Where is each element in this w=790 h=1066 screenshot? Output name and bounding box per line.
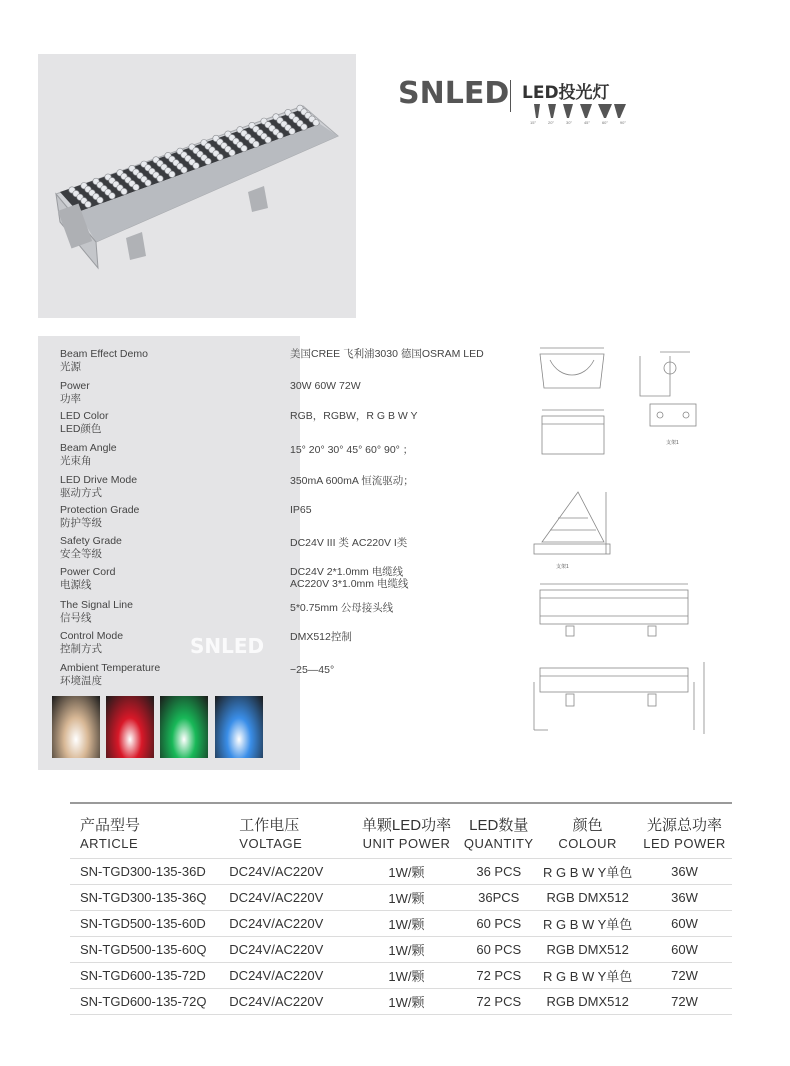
spec-label-cn: LED颜色 xyxy=(60,423,102,435)
header-en: ARTICLE xyxy=(80,835,139,851)
cell-article: SN-TGD600-135-72Q xyxy=(70,989,229,1015)
cell-article: SN-TGD300-135-36Q xyxy=(70,885,229,911)
beam-scale-label: 90° xyxy=(619,120,626,125)
header-cn: 产品型号 xyxy=(80,816,141,834)
cell-voltage: DC24V/AC220V xyxy=(229,963,353,989)
spec-label xyxy=(60,442,117,468)
led-dot xyxy=(145,180,151,186)
triangle-label: 支架1 xyxy=(556,564,569,570)
spec-label-en: Power xyxy=(60,380,90,392)
technical-drawings xyxy=(520,340,720,750)
spec-value: DMX512控制 xyxy=(290,631,352,643)
cell-colour: R G B W Y单色 xyxy=(538,963,637,989)
spec-value: DC24V 2*1.0mm 电缆线 xyxy=(290,566,404,578)
header-en: QUANTITY xyxy=(463,835,534,851)
cell-article: SN-TGD500-135-60Q xyxy=(70,937,229,963)
spec-label-en: Beam Angle xyxy=(60,442,117,454)
cell-led-power: 72W xyxy=(637,989,732,1015)
led-dot xyxy=(169,171,175,177)
cell-quantity: 36PCS xyxy=(459,885,538,911)
spec-label-cn: 环境温度 xyxy=(60,675,102,687)
table-row xyxy=(70,937,732,963)
beam-scale-label: 30° xyxy=(565,120,573,125)
spec-value: −25—45° xyxy=(290,664,335,676)
header-colour xyxy=(538,810,637,859)
cell-article: SN-TGD600-135-72D xyxy=(70,963,229,989)
header-unit-power xyxy=(354,810,460,859)
cell-voltage: DC24V/AC220V xyxy=(229,859,353,885)
header-quantity xyxy=(459,810,538,859)
spec-label-en: Beam Effect Demo xyxy=(60,348,148,360)
cell-unit-power: 1W/颗 xyxy=(354,963,460,989)
spec-label-cn: 信号线 xyxy=(60,612,92,624)
cell-quantity: 60 PCS xyxy=(459,937,538,963)
beam-scale-label: 20° xyxy=(547,120,555,125)
brand-logo: SNLED xyxy=(398,76,510,111)
cell-quantity: 72 PCS xyxy=(459,963,538,989)
spec-label xyxy=(60,599,133,625)
led-dot xyxy=(301,124,307,130)
cell-voltage: DC24V/AC220V xyxy=(229,911,353,937)
header-cn: 光源总功率 xyxy=(647,816,723,834)
cell-unit-power: 1W/颗 xyxy=(354,937,460,963)
table-row xyxy=(70,963,732,989)
spec-value: 15° 20° 30° 45° 60° 90° ； xyxy=(290,444,414,456)
cell-led-power: 60W xyxy=(637,937,732,963)
cell-colour: R G B W Y单色 xyxy=(538,911,637,937)
cell-colour: RGB DMX512 xyxy=(538,937,637,963)
cell-unit-power: 1W/颗 xyxy=(354,989,460,1015)
table-row xyxy=(70,859,732,885)
spec-value: RGB，RGBW，R G B W Y xyxy=(290,410,418,422)
header-en: LED POWER xyxy=(643,835,726,851)
cell-voltage: DC24V/AC220V xyxy=(229,989,353,1015)
led-dot xyxy=(265,137,271,143)
spec-label xyxy=(60,474,137,500)
header-cn: 工作电压 xyxy=(239,816,300,834)
swatch-warm-white xyxy=(52,696,100,758)
spec-label-cn: 防护等级 xyxy=(60,517,102,529)
cell-colour: RGB DMX512 xyxy=(538,885,637,911)
spec-label xyxy=(60,535,122,561)
cell-unit-power: 1W/颗 xyxy=(354,911,460,937)
spec-value: 美国CREE 飞利浦3030 德国OSRAM LED xyxy=(290,348,484,360)
spec-value: AC220V 3*1.0mm 电缆线 xyxy=(290,578,409,590)
spec-label-en: Protection Grade xyxy=(60,504,140,516)
table-row xyxy=(70,911,732,937)
led-dot xyxy=(133,184,139,190)
beam-scale-label: 45° xyxy=(583,120,591,125)
cell-colour: R G B W Y单色 xyxy=(538,859,637,885)
led-dot xyxy=(313,120,319,126)
spec-value: IP65 xyxy=(290,504,312,516)
led-dot xyxy=(241,145,247,151)
led-dot xyxy=(181,167,187,173)
spec-value: DC24V III 类 AC220V I类 xyxy=(290,537,408,549)
spec-value: 350mA 600mA 恒流驱动； xyxy=(290,475,414,487)
product-photo xyxy=(38,54,356,318)
header-led-power xyxy=(637,810,732,859)
led-dot xyxy=(289,128,295,134)
header-en: UNIT POWER xyxy=(362,835,451,851)
cell-article: SN-TGD300-135-36D xyxy=(70,859,229,885)
cell-quantity: 72 PCS xyxy=(459,989,538,1015)
cell-voltage: DC24V/AC220V xyxy=(229,937,353,963)
brand-header xyxy=(398,70,638,130)
dimension-drawings xyxy=(520,340,720,750)
cell-led-power: 36W xyxy=(637,885,732,911)
spec-label-en: The Signal Line xyxy=(60,599,133,611)
spec-label xyxy=(60,662,160,688)
swatch-green xyxy=(160,696,208,758)
led-dot xyxy=(109,193,115,199)
spec-label xyxy=(60,630,123,656)
led-dot xyxy=(97,197,103,203)
table-row xyxy=(70,885,732,911)
table-top-rule xyxy=(70,802,732,804)
spec-label-cn: 光束角 xyxy=(60,455,92,467)
led-dot xyxy=(277,132,283,138)
led-dot xyxy=(253,141,259,147)
spec-label-cn: 驱动方式 xyxy=(60,487,102,499)
spec-value: 5*0.75mm 公母接头线 xyxy=(290,602,394,614)
header-cn: 颜色 xyxy=(572,816,603,834)
brand-watermark: SNLED xyxy=(190,634,265,658)
header-article xyxy=(70,810,229,859)
spec-label xyxy=(60,348,148,374)
cell-led-power: 72W xyxy=(637,963,732,989)
color-swatches xyxy=(52,696,292,758)
led-dot xyxy=(205,158,211,164)
spec-value: 30W 60W 72W xyxy=(290,380,361,392)
brand-divider xyxy=(510,80,511,112)
beam-scale xyxy=(530,120,626,125)
cell-colour: RGB DMX512 xyxy=(538,989,637,1015)
spec-label-cn: 电源线 xyxy=(60,579,92,591)
product-category: LED投光灯 xyxy=(522,83,610,103)
led-dot xyxy=(121,188,127,194)
header-en: VOLTAGE xyxy=(239,835,303,851)
spec-label xyxy=(60,504,139,530)
spec-label xyxy=(60,380,90,406)
cell-quantity: 36 PCS xyxy=(459,859,538,885)
led-dot xyxy=(217,154,223,160)
cell-voltage: DC24V/AC220V xyxy=(229,885,353,911)
led-dot xyxy=(193,163,199,169)
led-dot xyxy=(229,150,235,156)
header-cn: 单颗LED功率 xyxy=(361,816,452,834)
cell-unit-power: 1W/颗 xyxy=(354,885,460,911)
table-row xyxy=(70,989,732,1015)
spec-label-cn: 安全等级 xyxy=(60,548,102,560)
spec-panel xyxy=(38,336,300,770)
spec-label xyxy=(60,566,115,592)
beam-scale-label: 15° xyxy=(530,120,537,125)
cell-unit-power: 1W/颗 xyxy=(354,859,460,885)
led-dot xyxy=(157,175,163,181)
spec-label-en: LED Drive Mode xyxy=(60,474,138,486)
spec-label-cn: 功率 xyxy=(60,393,81,405)
cell-led-power: 36W xyxy=(637,859,732,885)
cell-led-power: 60W xyxy=(637,911,732,937)
spec-label-en: LED Color xyxy=(60,410,109,422)
cell-quantity: 60 PCS xyxy=(459,911,538,937)
spec-label-cn: 光源 xyxy=(60,361,81,373)
beam-scale-label: 60° xyxy=(601,120,608,125)
spec-label-en: Ambient Temperature xyxy=(60,662,161,674)
header-voltage xyxy=(229,810,353,859)
spec-label-cn: 控制方式 xyxy=(60,643,102,655)
spec-label-en: Power Cord xyxy=(60,566,116,578)
header-en: COLOUR xyxy=(558,835,617,851)
spec-label xyxy=(60,410,108,436)
header-cn: LED数量 xyxy=(469,816,529,834)
swatch-red xyxy=(106,696,154,758)
swatch-blue xyxy=(215,696,263,758)
cell-article: SN-TGD500-135-60D xyxy=(70,911,229,937)
led-dot xyxy=(85,201,91,207)
spec-label-en: Safety Grade xyxy=(60,535,122,547)
spec-label-en: Control Mode xyxy=(60,630,124,642)
floodlight-illustration xyxy=(38,54,356,318)
bracket-label: 支架1 xyxy=(666,440,679,446)
table-header-row xyxy=(70,810,732,859)
